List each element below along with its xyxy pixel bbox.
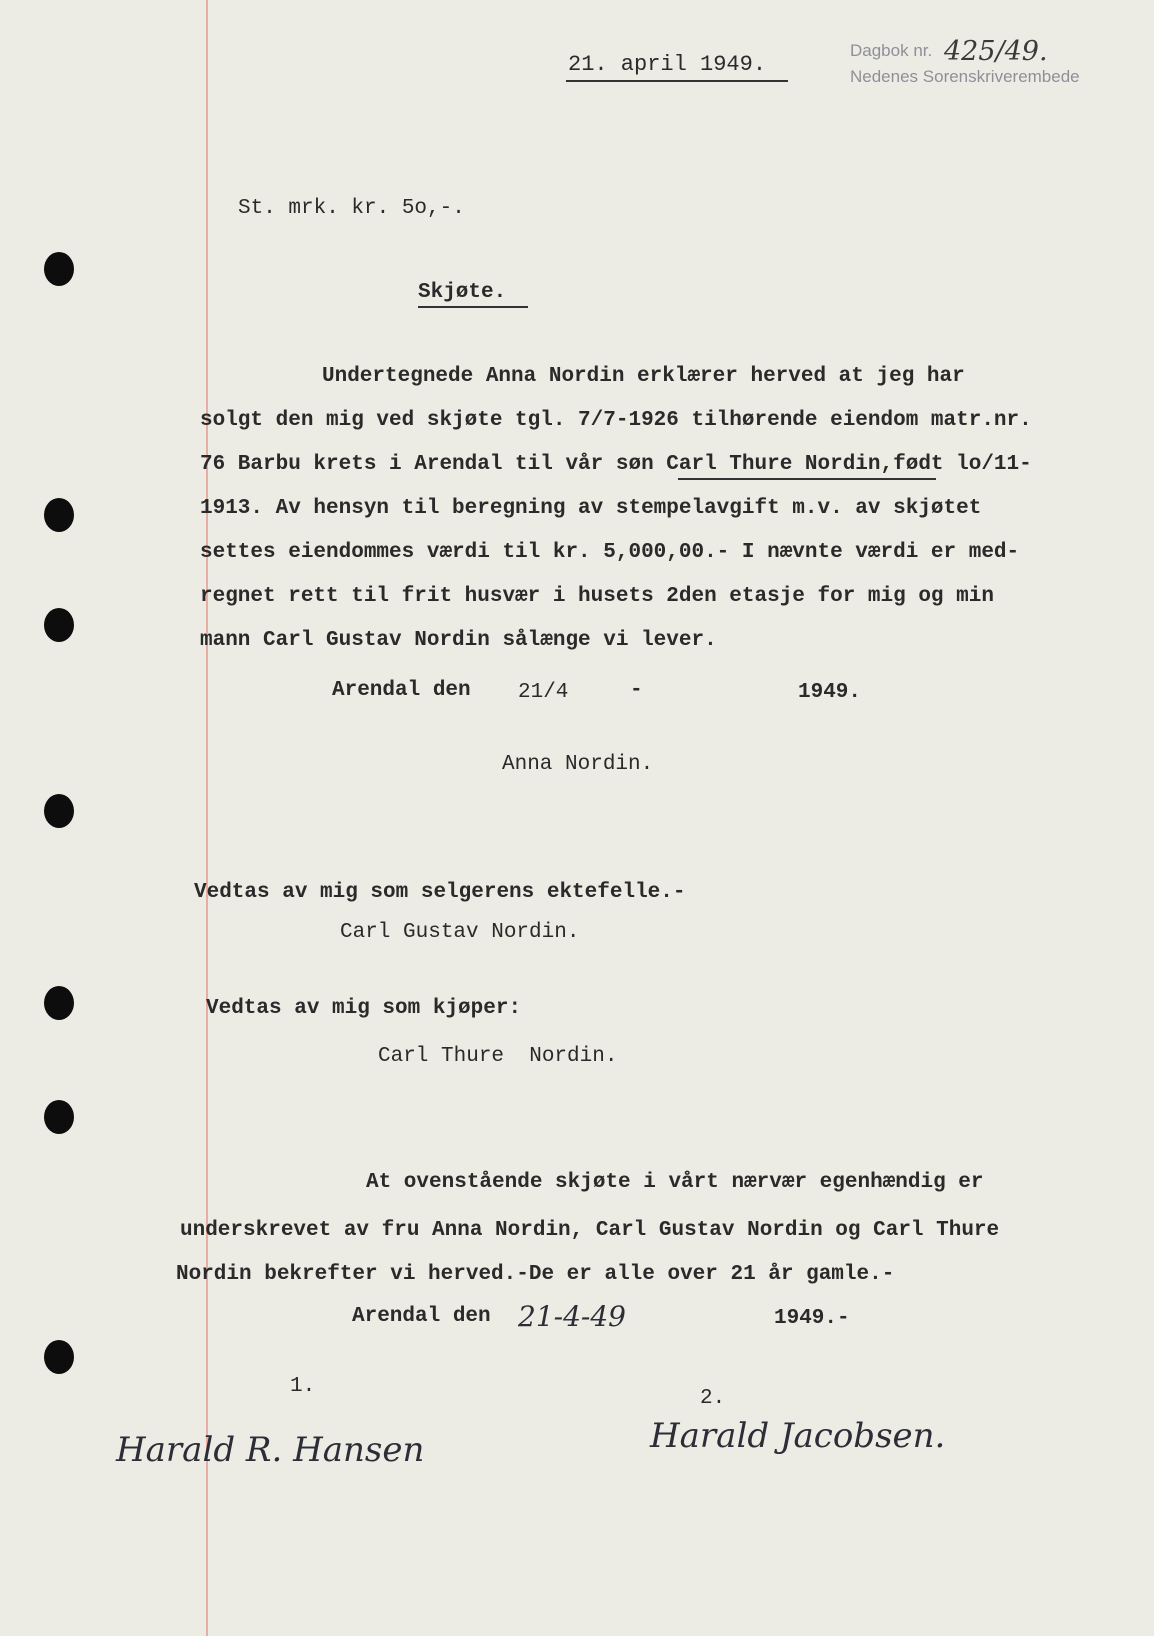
buyer-accept-label: Vedtas av mig som kjøper:: [206, 997, 522, 1020]
witness-number-1: 1.: [290, 1375, 316, 1398]
stamp-line2: Nedenes Sorenskriverembede: [850, 67, 1080, 86]
body-line: 1913. Av hensyn til beregning av stempelavgift m.v. av skjøtet: [200, 497, 982, 520]
spouse-name: Carl Gustav Nordin.: [340, 921, 580, 944]
body-line: 76 Barbu krets i Arendal til vår søn Carl Thure Nordin,født lo/11-: [200, 453, 1032, 476]
son-underline: [678, 478, 936, 480]
title-underline: [418, 306, 528, 308]
body-line: solgt den mig ved skjøte tgl. 7/7-1926 tilhørende eiendom matr.nr.: [200, 409, 1032, 432]
place-date: 21/4: [518, 681, 569, 704]
body-line: Undertegnede Anna Nordin erklærer herved at jeg har: [322, 365, 965, 388]
witness-signature-2: Harald Jacobsen.: [650, 1416, 946, 1456]
witness-number-2: 2.: [700, 1387, 726, 1410]
punch-hole: [44, 794, 74, 828]
stamp-line1: Dagbok nr.: [850, 41, 933, 60]
margin-line: [206, 0, 208, 1636]
witness-line: underskrevet av fru Anna Nordin, Carl Gustav Nordin og Carl Thure: [180, 1219, 1000, 1242]
punch-hole: [44, 252, 74, 286]
place-year: 1949.: [798, 681, 862, 704]
place-prefix: Arendal den: [332, 679, 471, 702]
body-line: settes eiendommes værdi til kr. 5,000,00.- I nævnte værdi er med-: [200, 541, 1020, 564]
document-title: Skjøte.: [418, 281, 507, 304]
place-prefix-2: Arendal den: [352, 1305, 491, 1328]
document-date: 21. april 1949.: [568, 52, 767, 77]
place-dash: -: [630, 679, 643, 702]
witness-line: At ovenstående skjøte i vårt nærvær egenhændig er: [366, 1171, 984, 1194]
stamp-fee: St. mrk. kr. 5o,-.: [238, 197, 465, 220]
punch-hole: [44, 608, 74, 642]
stamp-number: 425/49.: [944, 36, 1048, 67]
seller-signature: Anna Nordin.: [502, 753, 654, 776]
body-line: mann Carl Gustav Nordin sålænge vi lever.: [200, 629, 717, 652]
witness-line: Nordin bekrefter vi herved.-De er alle over 21 år gamle.-: [176, 1263, 895, 1286]
place-year-2: 1949.-: [774, 1307, 850, 1330]
date-underline: [566, 80, 788, 82]
punch-hole: [44, 498, 74, 532]
buyer-name: Carl Thure Nordin.: [378, 1045, 618, 1068]
spouse-accept-label: Vedtas av mig som selgerens ektefelle.-: [194, 881, 686, 904]
body-line: regnet rett til frit husvær i husets 2den etasje for mig og min: [200, 585, 994, 608]
witness-signature-1: Harald R. Hansen: [116, 1430, 425, 1470]
punch-hole: [44, 1100, 74, 1134]
punch-hole: [44, 1340, 74, 1374]
handwritten-date: 21-4-49: [518, 1300, 626, 1333]
punch-hole: [44, 986, 74, 1020]
